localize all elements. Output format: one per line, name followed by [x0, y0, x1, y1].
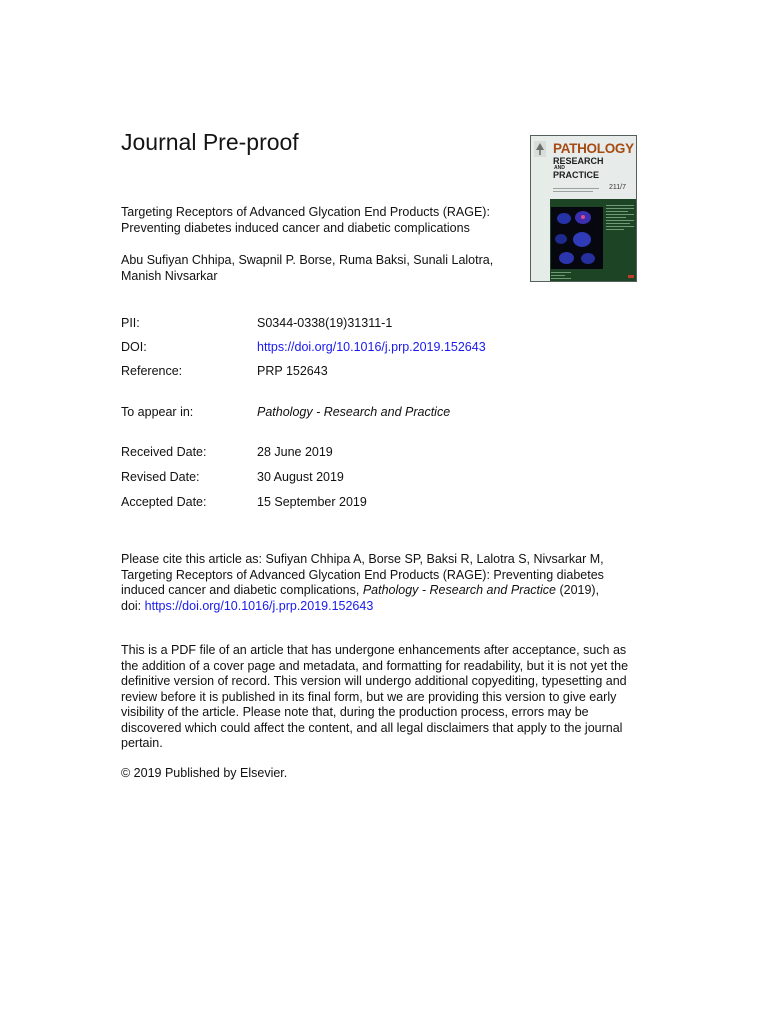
- cover-fine-print: [553, 188, 601, 194]
- doi-link[interactable]: https://doi.org/10.1016/j.prp.2019.152643: [257, 340, 486, 354]
- author-line: Abu Sufiyan Chhipa, Swapnil P. Borse, Ruma Baksi, Sunali Lalotra,: [121, 253, 494, 267]
- citation-journal: Pathology - Research and Practice: [362, 583, 556, 597]
- notice-line: discovered which could affect the content, and all legal disclaimers that apply to the journal: [121, 720, 623, 735]
- cover-title-and: AND: [554, 164, 565, 171]
- to-appear-in-label: To appear in:: [121, 405, 194, 419]
- cover-title-practice: PRACTICE: [553, 169, 600, 180]
- author-line: Manish Nivsarkar: [121, 268, 218, 283]
- notice-line: visibility of the article. Please note that, during the production process, errors may be: [121, 705, 589, 719]
- received-date-value: 28 June 2019: [257, 445, 333, 459]
- article-title: [121, 205, 521, 236]
- page-title: Journal Pre-proof: [121, 129, 299, 155]
- elsevier-tree-icon: [534, 141, 546, 157]
- article-title-line: Preventing diabetes induced cancer and diabetic complications: [121, 220, 470, 235]
- citation-line: [121, 599, 621, 615]
- accepted-date-value: 15 September 2019: [257, 495, 367, 509]
- reference-value: PRP 152643: [257, 364, 328, 378]
- journal-name: Pathology - Research and Practice: [257, 405, 451, 419]
- notice-line: definitive version of record. This version will undergo additional copyediting, typesetting and: [121, 674, 627, 688]
- notice-line: review before it is published in its final form, but we are providing this version to give early: [121, 689, 617, 704]
- citation-line: [121, 583, 621, 599]
- reference-label: Reference:: [121, 364, 183, 378]
- micrograph-cell: [555, 234, 567, 244]
- author-list: [121, 253, 521, 284]
- notice-line: the addition of a cover page and metadata, and formatting for readability, but it is not yet the: [121, 658, 629, 673]
- notice-line: pertain.: [121, 736, 163, 750]
- article-title-line: Targeting Receptors of Advanced Glycation End Products (RAGE):: [121, 205, 490, 219]
- cover-issue-number: 211/7: [609, 184, 626, 191]
- cover-title-pathology: PATHOLOGY: [553, 141, 634, 156]
- cover-elsevier-mark: [628, 275, 634, 278]
- citation-doi-prefix: doi:: [121, 598, 145, 613]
- cover-journal-name: [553, 142, 634, 180]
- doi-label: DOI:: [121, 340, 147, 354]
- micrograph-cell: [557, 213, 571, 224]
- pii-label: PII:: [121, 316, 140, 330]
- cover-panel-text: [606, 205, 634, 232]
- notice-line: This is a PDF file of an article that has undergone enhancements after acceptance, such as: [121, 643, 627, 657]
- cover-title-research: RESEARCH: [553, 155, 604, 166]
- copyright-notice: © 2019 Published by Elsevier.: [121, 766, 288, 780]
- micrograph-cell: [559, 252, 574, 264]
- citation-text: induced cancer and diabetic complications,: [121, 583, 363, 597]
- micrograph-cell: [573, 232, 591, 247]
- pii-value: S0344-0338(19)31311-1: [257, 316, 393, 330]
- citation-line: Targeting Receptors of Advanced Glycation End Products (RAGE): Preventing diabetes: [121, 567, 604, 582]
- citation-line: Please cite this article as: Sufiyan Chhipa A, Borse SP, Baksi R, Lalotra S, Nivsarkar M,: [121, 552, 604, 566]
- citation-year: (2019),: [555, 583, 600, 597]
- cover-micrograph: [551, 207, 603, 269]
- revised-date-label: Revised Date:: [121, 470, 200, 484]
- journal-cover-image: [530, 135, 637, 282]
- preproof-notice: [121, 643, 636, 752]
- accepted-date-label: Accepted Date:: [121, 495, 207, 509]
- micrograph-cell: [581, 253, 595, 264]
- citation-block: [121, 552, 621, 614]
- micrograph-cell: [581, 215, 585, 219]
- cover-side-strip: [531, 136, 550, 281]
- revised-date-value: 30 August 2019: [257, 470, 344, 484]
- received-date-label: Received Date:: [121, 445, 207, 459]
- citation-doi-link[interactable]: https://doi.org/10.1016/j.prp.2019.152643: [144, 598, 374, 613]
- cover-green-panel: [550, 199, 637, 282]
- cover-panel-footer: [551, 272, 571, 281]
